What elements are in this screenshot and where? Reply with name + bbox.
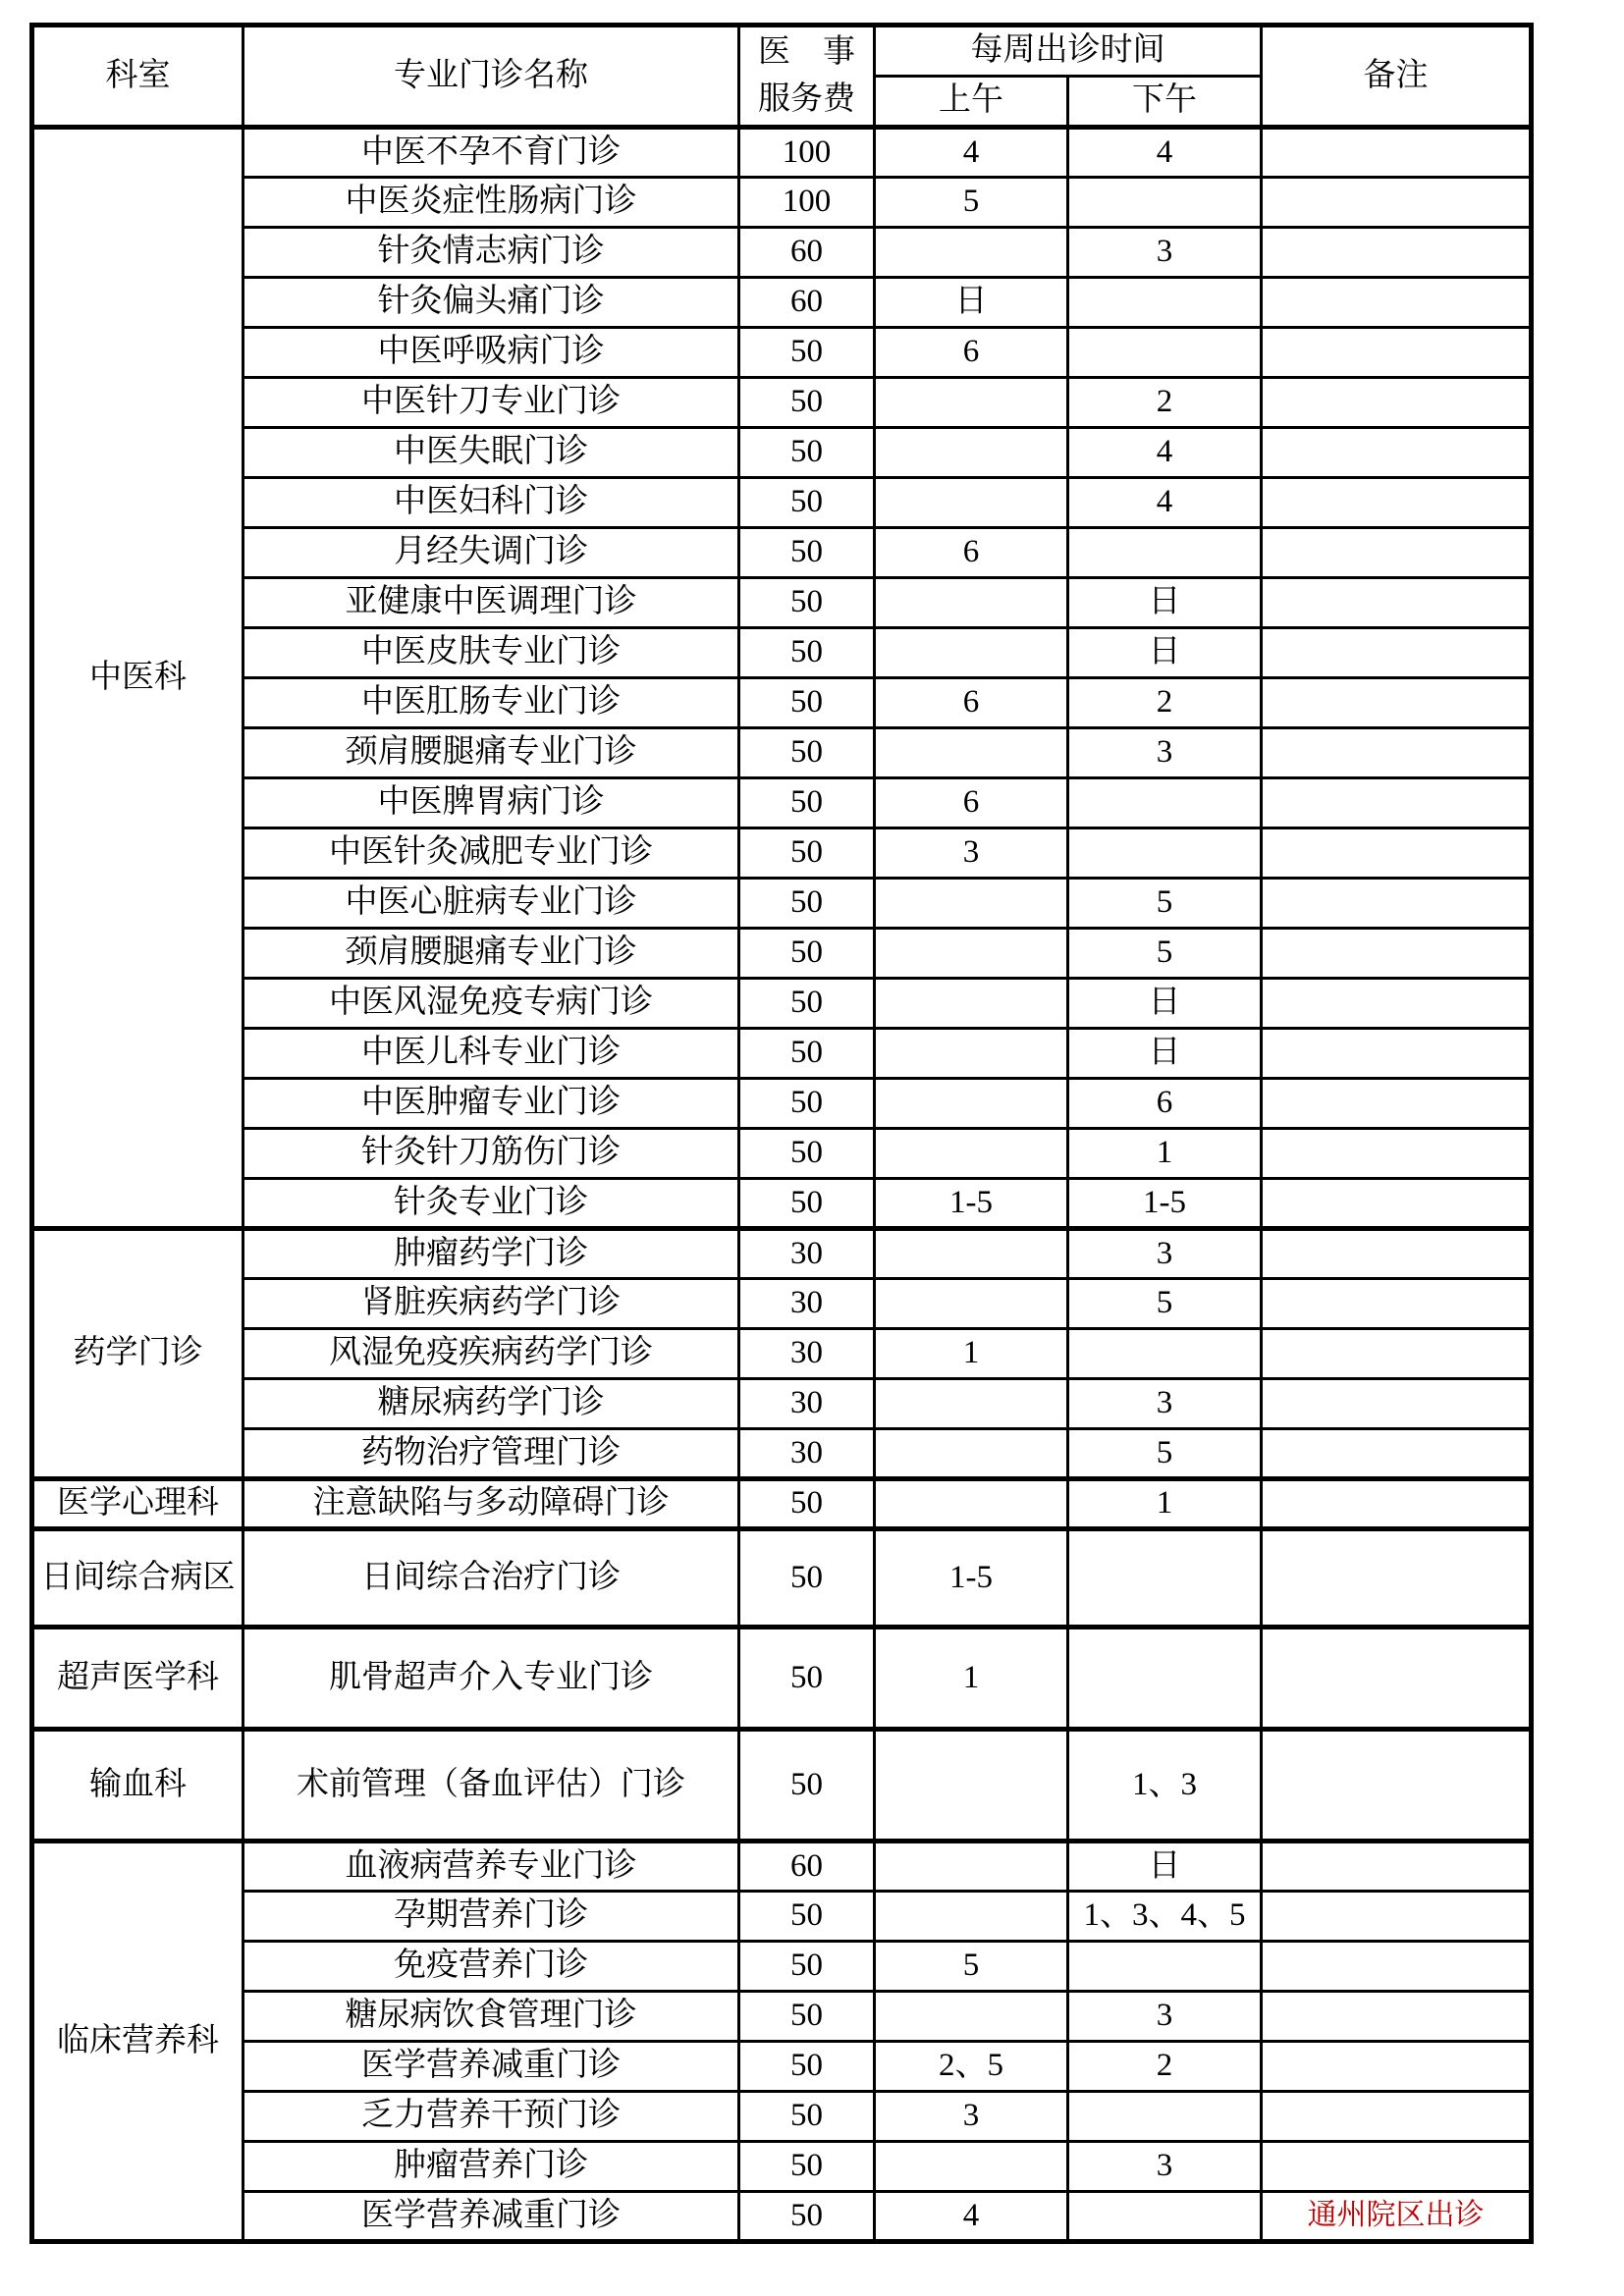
fee-cell: 60 [739,228,875,278]
clinic-name-cell: 中医肿瘤专业门诊 [244,1079,739,1129]
table-row [32,1279,1532,1329]
fee-cell: 50 [739,1079,875,1129]
table-row [32,2092,1532,2142]
fee-cell: 50 [739,2192,875,2242]
remark-cell [1262,278,1532,328]
remark-cell [1262,478,1532,528]
afternoon-cell: 1 [1068,1129,1262,1179]
afternoon-cell: 1-5 [1068,1179,1262,1229]
morning-cell [875,1992,1068,2042]
remark-cell [1262,879,1532,929]
remark-cell [1262,1029,1532,1079]
remark-cell [1262,1279,1532,1329]
clinic-name-cell: 免疫营养门诊 [244,1942,739,1992]
morning-cell: 1 [875,1628,1068,1730]
morning-cell: 4 [875,128,1068,178]
clinic-name-cell: 肌骨超声介入专业门诊 [244,1628,739,1730]
afternoon-cell: 1、3、4、5 [1068,1892,1262,1942]
remark-cell [1262,1179,1532,1229]
afternoon-cell: 1、3 [1068,1730,1262,1842]
clinic-name-cell: 医学营养减重门诊 [244,2042,739,2092]
department-cell: 临床营养科 [32,1842,244,2242]
afternoon-cell [1068,828,1262,879]
morning-cell: 1 [875,1329,1068,1379]
clinic-name-cell: 乏力营养干预门诊 [244,2092,739,2142]
morning-cell: 6 [875,528,1068,578]
morning-cell: 3 [875,2092,1068,2142]
afternoon-cell: 3 [1068,1992,1262,2042]
fee-cell: 50 [739,929,875,979]
clinic-name-cell: 中医不孕不育门诊 [244,128,739,178]
clinic-name-cell: 药物治疗管理门诊 [244,1429,739,1479]
fee-cell: 50 [739,828,875,879]
morning-cell [875,1730,1068,1842]
afternoon-cell: 4 [1068,128,1262,178]
afternoon-cell: 4 [1068,428,1262,478]
afternoon-cell [1068,778,1262,828]
fee-cell: 50 [739,428,875,478]
morning-cell: 4 [875,2192,1068,2242]
fee-cell: 50 [739,378,875,428]
clinic-name-cell: 颈肩腰腿痛专业门诊 [244,728,739,778]
morning-cell [875,1842,1068,1892]
fee-cell: 50 [739,778,875,828]
fee-cell: 50 [739,2042,875,2092]
clinic-name-cell: 月经失调门诊 [244,528,739,578]
fee-cell: 50 [739,2142,875,2192]
clinic-name-cell: 中医皮肤专业门诊 [244,628,739,678]
department-cell: 药学门诊 [32,1229,244,1479]
morning-cell: 3 [875,828,1068,879]
fee-cell: 50 [739,578,875,628]
clinic-name-cell: 孕期营养门诊 [244,1892,739,1942]
header-afternoon: 下午 [1068,77,1262,128]
table-row [32,678,1532,728]
clinic-name-cell: 血液病营养专业门诊 [244,1842,739,1892]
remark-cell [1262,728,1532,778]
remark-cell [1262,628,1532,678]
afternoon-cell [1068,178,1262,228]
remark-cell: 通州院区出诊 [1262,2192,1532,2242]
header-fee-line2: 服务费 [758,80,855,117]
morning-cell: 5 [875,178,1068,228]
remark-cell [1262,328,1532,378]
table-row [32,178,1532,228]
fee-cell: 50 [739,879,875,929]
table-row [32,128,1532,178]
morning-cell [875,1229,1068,1279]
remark-cell [1262,929,1532,979]
remark-cell [1262,578,1532,628]
schedule-table-body [32,128,1532,2242]
morning-cell [875,2142,1068,2192]
fee-cell: 50 [739,1479,875,1529]
table-row [32,1179,1532,1229]
remark-cell [1262,1730,1532,1842]
remark-cell [1262,1479,1532,1529]
clinic-name-cell: 中医心脏病专业门诊 [244,879,739,929]
morning-cell [875,1279,1068,1329]
table-row [32,1329,1532,1379]
fee-cell: 30 [739,1279,875,1329]
morning-cell [875,1892,1068,1942]
fee-cell: 30 [739,1429,875,1479]
afternoon-cell [1068,1529,1262,1628]
clinic-name-cell: 针灸情志病门诊 [244,228,739,278]
afternoon-cell [1068,1942,1262,1992]
table-row [32,2192,1532,2242]
table-row [32,1842,1532,1892]
table-row [32,1379,1532,1429]
morning-cell [875,478,1068,528]
fee-cell: 50 [739,1892,875,1942]
morning-cell: 5 [875,1942,1068,1992]
fee-cell: 50 [739,1942,875,1992]
clinic-name-cell: 日间综合治疗门诊 [244,1529,739,1628]
table-row [32,278,1532,328]
afternoon-cell: 日 [1068,979,1262,1029]
table-row [32,1129,1532,1179]
afternoon-cell: 2 [1068,378,1262,428]
afternoon-cell [1068,328,1262,378]
header-weekly-schedule: 每周出诊时间 [875,26,1262,77]
morning-cell [875,1379,1068,1429]
afternoon-cell [1068,528,1262,578]
fee-cell: 50 [739,1029,875,1079]
header-remark: 备注 [1262,26,1532,128]
table-row [32,1229,1532,1279]
clinic-name-cell: 肿瘤营养门诊 [244,2142,739,2192]
morning-cell [875,1079,1068,1129]
morning-cell: 2、5 [875,2042,1068,2092]
remark-cell [1262,2042,1532,2092]
afternoon-cell: 日 [1068,628,1262,678]
remark-cell [1262,1529,1532,1628]
fee-cell: 50 [739,528,875,578]
clinic-name-cell: 颈肩腰腿痛专业门诊 [244,929,739,979]
remark-cell [1262,1628,1532,1730]
morning-cell: 6 [875,328,1068,378]
morning-cell [875,728,1068,778]
fee-cell: 60 [739,1842,875,1892]
remark-cell [1262,1892,1532,1942]
clinic-name-cell: 中医妇科门诊 [244,478,739,528]
table-row [32,728,1532,778]
morning-cell [875,228,1068,278]
clinic-name-cell: 糖尿病饮食管理门诊 [244,1992,739,2042]
afternoon-cell: 日 [1068,1029,1262,1079]
remark-cell [1262,1942,1532,1992]
fee-cell: 50 [739,628,875,678]
clinic-name-cell: 针灸偏头痛门诊 [244,278,739,328]
clinic-name-cell: 医学营养减重门诊 [244,2192,739,2242]
clinic-name-cell: 中医炎症性肠病门诊 [244,178,739,228]
clinic-name-cell: 中医脾胃病门诊 [244,778,739,828]
table-row [32,1892,1532,1942]
table-row [32,1942,1532,1992]
clinic-name-cell: 风湿免疫疾病药学门诊 [244,1329,739,1379]
morning-cell [875,929,1068,979]
fee-cell: 50 [739,1730,875,1842]
afternoon-cell: 4 [1068,478,1262,528]
table-row [32,1628,1532,1730]
remark-cell [1262,828,1532,879]
fee-cell: 50 [739,478,875,528]
remark-cell [1262,428,1532,478]
department-cell: 超声医学科 [32,1628,244,1730]
afternoon-cell: 1 [1068,1479,1262,1529]
remark-cell [1262,2092,1532,2142]
afternoon-cell: 3 [1068,228,1262,278]
remark-cell [1262,178,1532,228]
header-row-1 [32,26,1532,77]
table-row [32,428,1532,478]
table-row [32,328,1532,378]
table-row [32,2042,1532,2092]
header-department: 科室 [32,26,244,128]
remark-cell [1262,678,1532,728]
table-row [32,578,1532,628]
clinic-name-cell: 注意缺陷与多动障碍门诊 [244,1479,739,1529]
afternoon-cell [1068,1628,1262,1730]
department-cell: 日间综合病区 [32,1529,244,1628]
remark-cell [1262,128,1532,178]
clinic-name-cell: 针灸针刀筋伤门诊 [244,1129,739,1179]
clinic-name-cell: 亚健康中医调理门诊 [244,578,739,628]
table-row [32,778,1532,828]
table-row [32,378,1532,428]
afternoon-cell: 6 [1068,1079,1262,1129]
table-row [32,1479,1532,1529]
fee-cell: 100 [739,128,875,178]
morning-cell: 1-5 [875,1179,1068,1229]
morning-cell [875,1429,1068,1479]
fee-cell: 60 [739,278,875,328]
morning-cell [875,378,1068,428]
afternoon-cell [1068,2192,1262,2242]
table-row [32,1992,1532,2042]
table-row [32,478,1532,528]
remark-cell [1262,228,1532,278]
afternoon-cell: 2 [1068,2042,1262,2092]
remark-cell [1262,1079,1532,1129]
remark-cell [1262,2142,1532,2192]
afternoon-cell: 2 [1068,678,1262,728]
table-row [32,628,1532,678]
header-clinic-name: 专业门诊名称 [244,26,739,128]
morning-cell: 1-5 [875,1529,1068,1628]
table-row [32,1529,1532,1628]
afternoon-cell: 5 [1068,929,1262,979]
afternoon-cell [1068,1329,1262,1379]
morning-cell: 日 [875,278,1068,328]
fee-cell: 100 [739,178,875,228]
clinic-schedule-table [29,23,1534,2244]
clinic-name-cell: 术前管理（备血评估）门诊 [244,1730,739,1842]
afternoon-cell: 5 [1068,879,1262,929]
afternoon-cell: 3 [1068,728,1262,778]
table-row [32,929,1532,979]
table-row [32,1029,1532,1079]
table-row [32,879,1532,929]
morning-cell: 6 [875,678,1068,728]
clinic-name-cell: 针灸专业门诊 [244,1179,739,1229]
remark-cell [1262,1842,1532,1892]
table-row [32,1429,1532,1479]
remark-cell [1262,1329,1532,1379]
table-row [32,828,1532,879]
table-row [32,1730,1532,1842]
morning-cell [875,578,1068,628]
remark-cell [1262,378,1532,428]
department-cell: 中医科 [32,128,244,1229]
fee-cell: 50 [739,328,875,378]
afternoon-cell: 3 [1068,1379,1262,1429]
department-cell: 医学心理科 [32,1479,244,1529]
afternoon-cell: 5 [1068,1279,1262,1329]
fee-cell: 50 [739,979,875,1029]
remark-cell [1262,1429,1532,1479]
afternoon-cell: 日 [1068,1842,1262,1892]
table-row [32,528,1532,578]
morning-cell [875,1479,1068,1529]
fee-cell: 50 [739,1129,875,1179]
remark-cell [1262,1129,1532,1179]
clinic-name-cell: 中医呼吸病门诊 [244,328,739,378]
table-row [32,979,1532,1029]
afternoon-cell [1068,278,1262,328]
table-row [32,2142,1532,2192]
fee-cell: 50 [739,1628,875,1730]
morning-cell [875,879,1068,929]
clinic-name-cell: 中医风湿免疫专病门诊 [244,979,739,1029]
afternoon-cell: 3 [1068,2142,1262,2192]
table-header [32,26,1532,128]
clinic-name-cell: 肿瘤药学门诊 [244,1229,739,1279]
afternoon-cell: 5 [1068,1429,1262,1479]
remark-cell [1262,528,1532,578]
morning-cell [875,1129,1068,1179]
remark-cell [1262,1229,1532,1279]
morning-cell [875,628,1068,678]
fee-cell: 30 [739,1329,875,1379]
header-fee-line1: 医 事 [758,33,855,70]
fee-cell: 50 [739,1529,875,1628]
remark-cell [1262,778,1532,828]
morning-cell [875,428,1068,478]
table-row [32,1079,1532,1129]
morning-cell [875,979,1068,1029]
department-cell: 输血科 [32,1730,244,1842]
fee-cell: 50 [739,1992,875,2042]
clinic-name-cell: 中医失眠门诊 [244,428,739,478]
morning-cell: 6 [875,778,1068,828]
morning-cell [875,1029,1068,1079]
clinic-name-cell: 糖尿病药学门诊 [244,1379,739,1429]
clinic-name-cell: 中医针刀专业门诊 [244,378,739,428]
clinic-name-cell: 肾脏疾病药学门诊 [244,1279,739,1329]
afternoon-cell: 日 [1068,578,1262,628]
remark-cell [1262,979,1532,1029]
clinic-name-cell: 中医针灸减肥专业门诊 [244,828,739,879]
clinic-name-cell: 中医儿科专业门诊 [244,1029,739,1079]
afternoon-cell: 3 [1068,1229,1262,1279]
fee-cell: 30 [739,1229,875,1279]
fee-cell: 50 [739,1179,875,1229]
header-morning: 上午 [875,77,1068,128]
remark-cell [1262,1992,1532,2042]
table-row [32,228,1532,278]
fee-cell: 50 [739,2092,875,2142]
afternoon-cell [1068,2092,1262,2142]
fee-cell: 30 [739,1379,875,1429]
clinic-name-cell: 中医肛肠专业门诊 [244,678,739,728]
fee-cell: 50 [739,728,875,778]
header-fee [739,26,875,128]
remark-cell [1262,1379,1532,1429]
fee-cell: 50 [739,678,875,728]
